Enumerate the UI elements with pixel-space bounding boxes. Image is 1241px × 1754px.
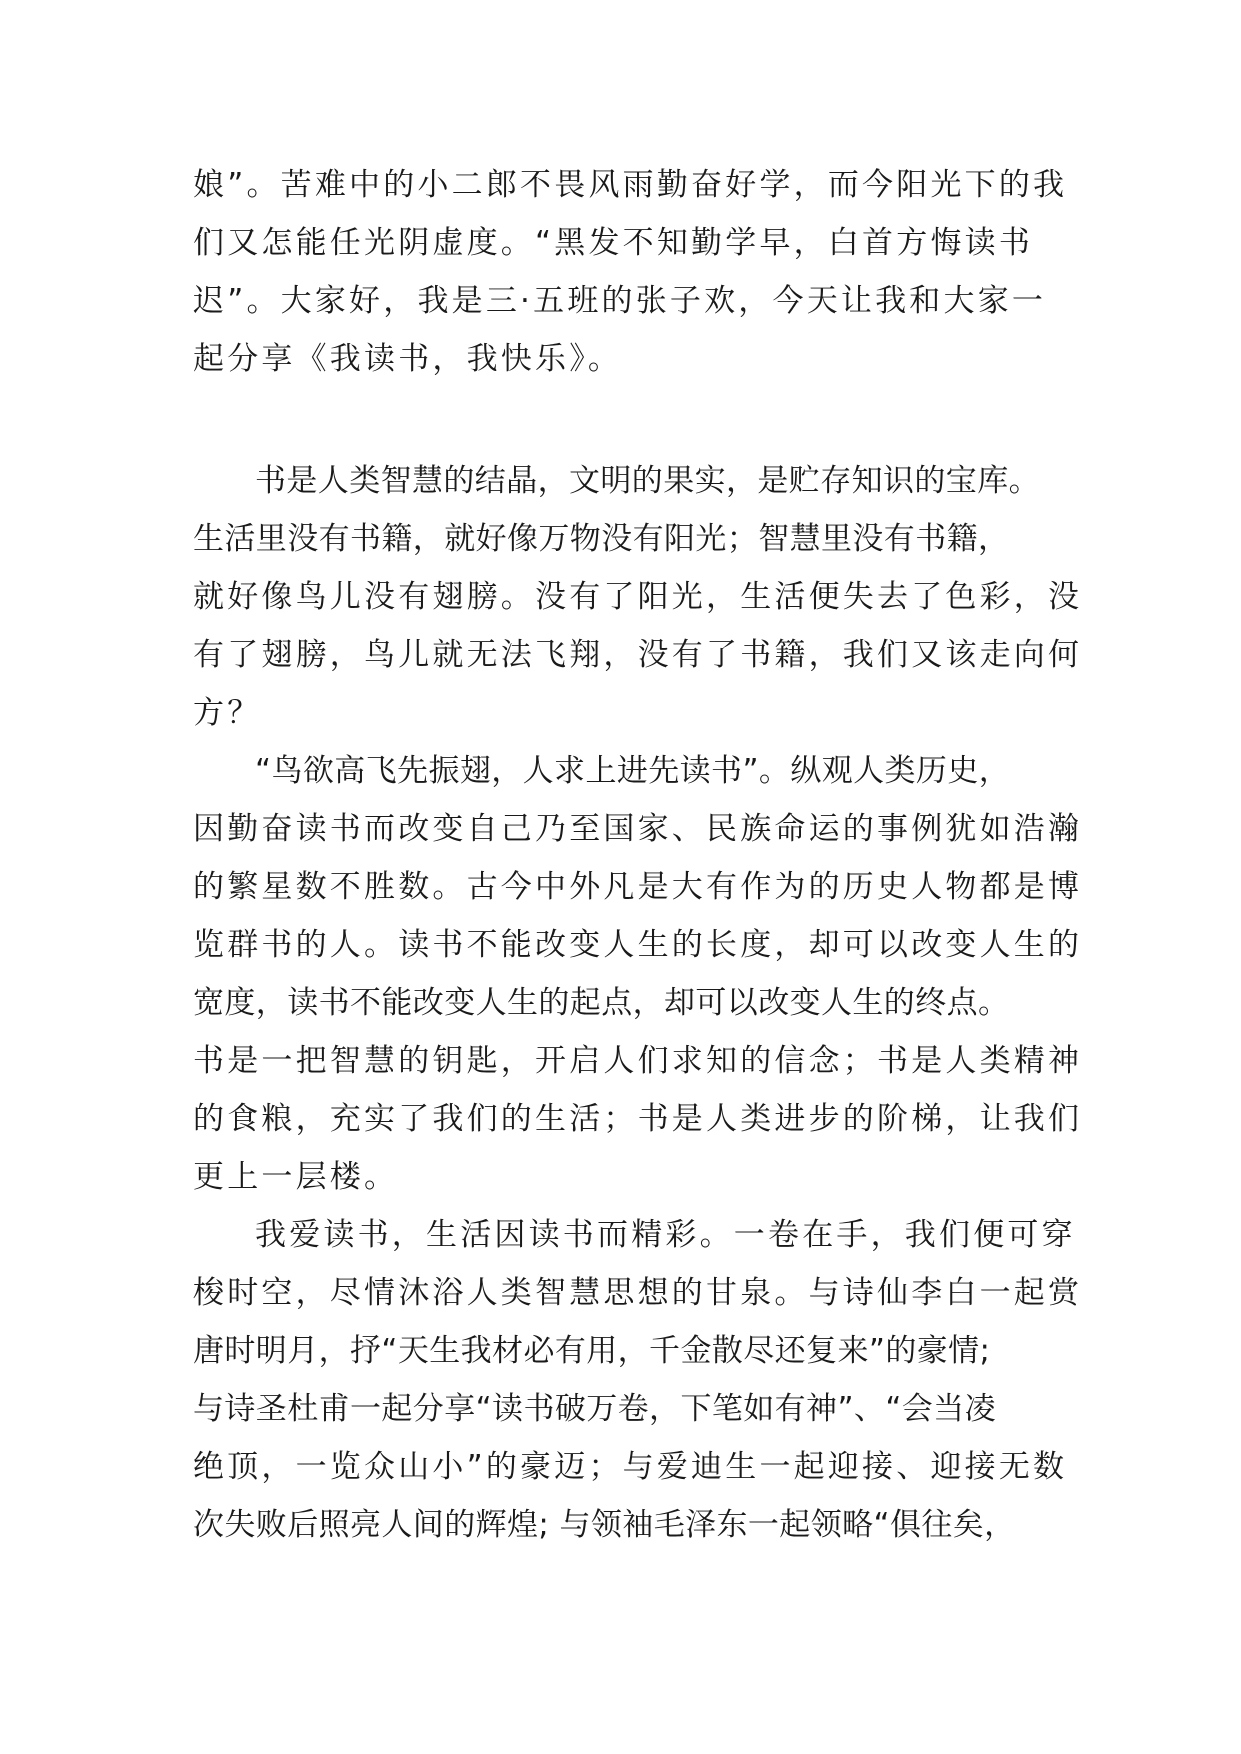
text-line: 们又怎能任光阴虚度。“黑发不知勤学早，白首方悔读书 bbox=[193, 225, 1034, 261]
text-line: 生活里没有书籍，就好像万物没有阳光；智慧里没有书籍， bbox=[193, 521, 1010, 557]
text-line: 就好像鸟儿没有翅膀。没有了阳光，生活便失去了色彩，没 bbox=[193, 579, 1083, 615]
paragraph-start-line: 书是人类智慧的结晶，文明的果实，是贮存知识的宝库。 bbox=[255, 463, 1040, 499]
text-line: 与诗圣杜甫一起分享“读书破万卷，下笔如有神”、“会当凌 bbox=[193, 1391, 996, 1427]
text-line: 的繁星数不胜数。古今中外凡是大有作为的历史人物都是博 bbox=[193, 869, 1083, 905]
text-line: 书是一把智慧的钥匙，开启人们求知的信念；书是人类精神 bbox=[193, 1043, 1083, 1079]
text-line: 有了翅膀，鸟儿就无法飞翔，没有了书籍，我们又该走向何 bbox=[193, 637, 1083, 673]
intro-paragraph bbox=[193, 156, 1068, 388]
text-line: 更上一层楼。 bbox=[193, 1159, 399, 1195]
text-line: 唐时明月，抒“天生我材必有用，千金散尽还复来”的豪情; bbox=[193, 1333, 991, 1369]
text-line: 方？ bbox=[193, 695, 262, 731]
paragraph-start-line: 我爱读书，生活因读书而精彩。一卷在手，我们便可穿 bbox=[255, 1217, 1076, 1253]
text-line: 因勤奋读书而改变自己乃至国家、民族命运的事例犹如浩瀚 bbox=[193, 811, 1083, 847]
text-line: 绝顶，一览众山小”的豪迈；与爱迪生一起迎接、迎接无数 bbox=[193, 1449, 1068, 1485]
text-line: 起分享《我读书，我快乐》。 bbox=[193, 341, 623, 377]
body-text bbox=[193, 452, 1083, 1554]
text-line: 迟”。大家好，我是三·五班的张子欢，今天让我和大家一 bbox=[193, 283, 1047, 319]
text-line: 娘”。苦难中的小二郎不畏风雨勤奋好学，而今阳光下的我 bbox=[193, 167, 1068, 203]
text-line: 的食粮，充实了我们的生活；书是人类进步的阶梯，让我们 bbox=[193, 1101, 1083, 1137]
text-line: 梭时空，尽情沐浴人类智慧思想的甘泉。与诗仙李白一起赏 bbox=[193, 1275, 1083, 1311]
text-line: 次失败后照亮人间的辉煌; 与领袖毛泽东一起领略“俱往矣， bbox=[193, 1507, 1016, 1543]
paragraph-start-line: “鸟欲高飞先振翅，人求上进先读书”。纵观人类历史， bbox=[255, 753, 1011, 789]
text-line: 宽度，读书不能改变人生的起点，却可以改变人生的终点。 bbox=[193, 985, 1010, 1021]
text-line: 览群书的人。读书不能改变人生的长度，却可以改变人生的 bbox=[193, 927, 1083, 963]
